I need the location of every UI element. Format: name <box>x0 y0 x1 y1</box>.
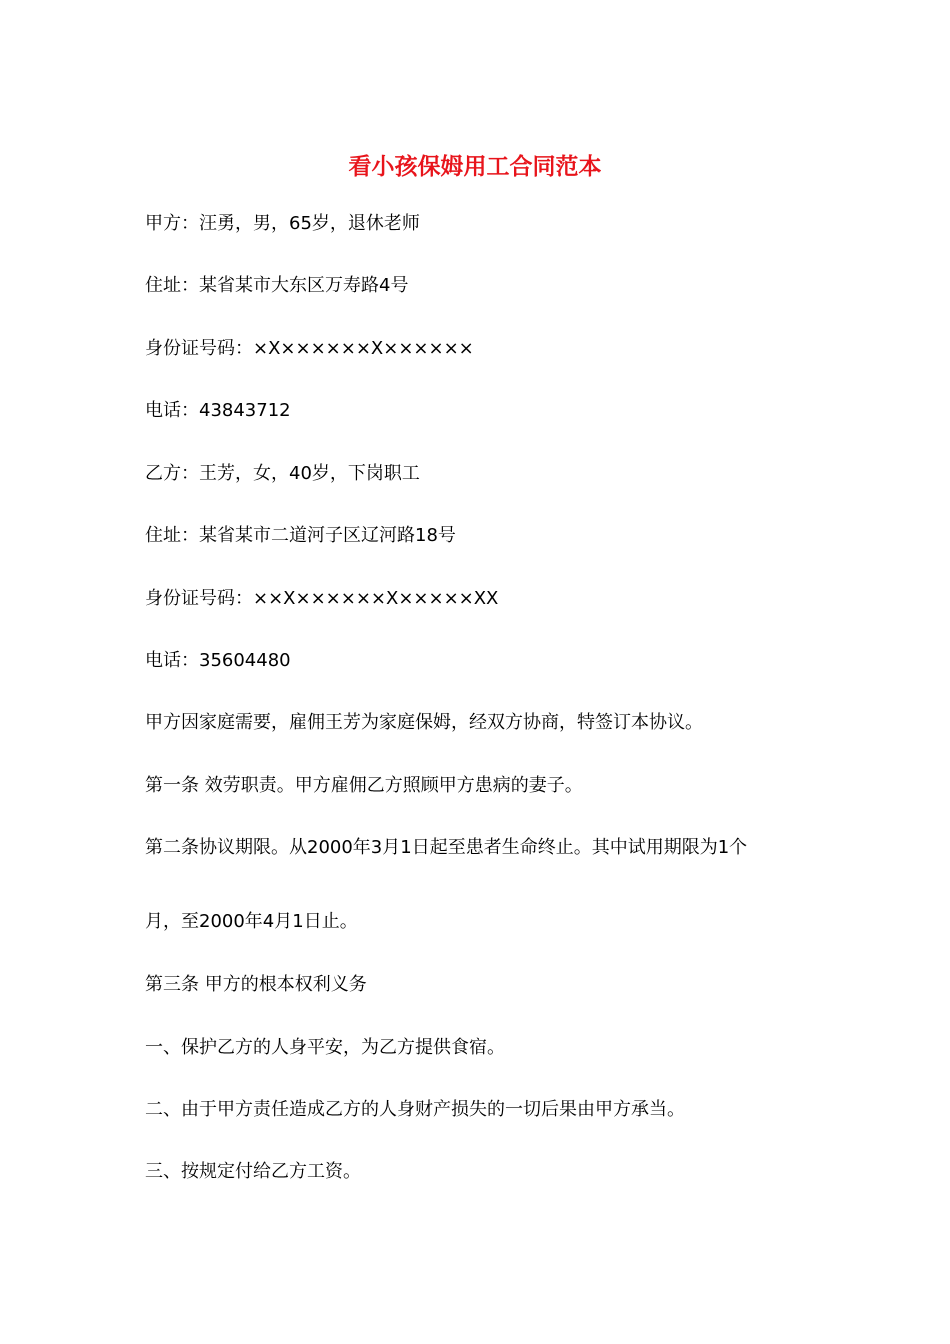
document-title: 看小孩保姆用工合同范本 <box>348 153 602 180</box>
article-3-item-2: 二、由于甲方责任造成乙方的人身财产损失的一切后果由甲方承当。 <box>145 1099 685 1120</box>
article-3-item-3: 三、按规定付给乙方工资。 <box>145 1161 361 1182</box>
article-2-line-1: 第二条协议期限。从2000年3月1日起至患者生命终止。其中试用期限为1个 <box>145 837 748 858</box>
party-a-phone: 电话：43843712 <box>145 400 291 421</box>
party-a-info: 甲方：汪勇，男，65岁，退休老师 <box>145 213 420 234</box>
article-3-heading: 第三条 甲方的根本权利义务 <box>145 974 367 995</box>
article-2-line-2: 月，至2000年4月1日止。 <box>145 911 358 932</box>
party-b-id-number: 身份证号码：××X××××××X×××××XX <box>145 588 499 609</box>
article-3-item-1: 一、保护乙方的人身平安，为乙方提供食宿。 <box>145 1037 505 1058</box>
party-a-address: 住址：某省某市大东区万寿路4号 <box>145 275 409 296</box>
party-b-address: 住址：某省某市二道河子区辽河路18号 <box>145 525 456 546</box>
party-b-info: 乙方：王芳，女，40岁，下岗职工 <box>145 463 420 484</box>
agreement-intro: 甲方因家庭需要，雇佣王芳为家庭保姆，经双方协商，特签订本协议。 <box>145 712 703 733</box>
party-b-phone: 电话：35604480 <box>145 650 291 671</box>
party-a-id-number: 身份证号码：×X××××××X×××××× <box>145 338 474 359</box>
article-1: 第一条 效劳职责。甲方雇佣乙方照顾甲方患病的妻子。 <box>145 775 583 796</box>
